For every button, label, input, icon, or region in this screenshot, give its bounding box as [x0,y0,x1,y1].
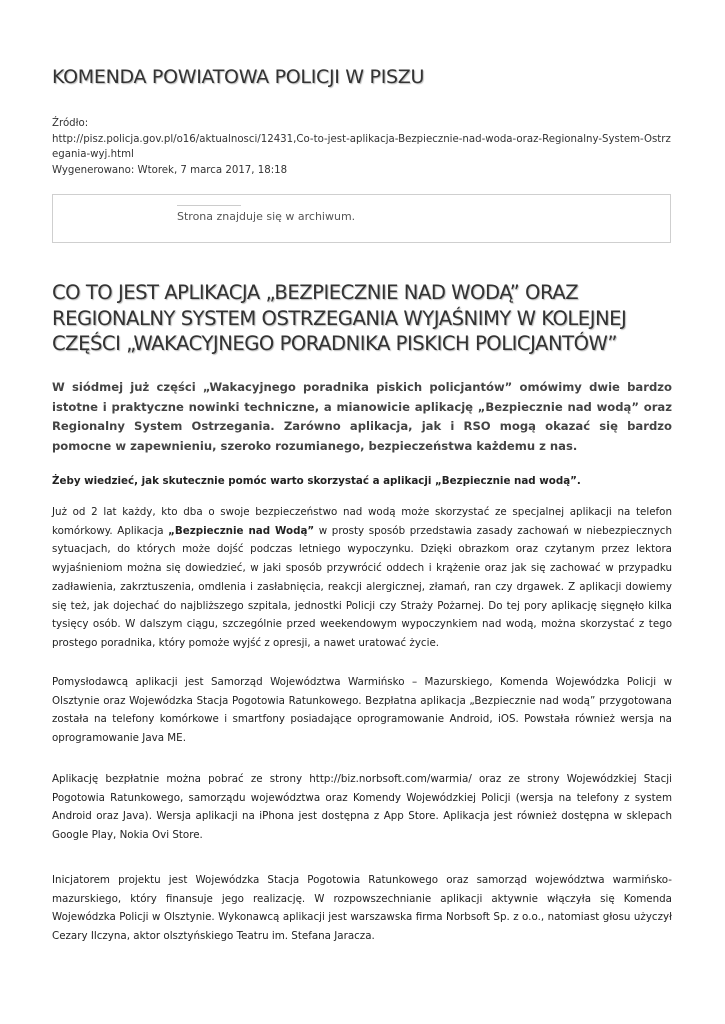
generated-date: Wygenerowano: Wtorek, 7 marca 2017, 18:18 [52,164,288,176]
paragraph-1-text-b: w prosty sposób przedstawia zasady zachowań w niebezpiecznych sytuacjach, do których może dojść podczas letniego wypoczynku. Dzięki obrazkom oraz czytanym przez lektora wyjaśnieniom można się dowiedzieć, w jaki sposób przywrócić oddech i krążenie oraz jak się zachować w przypadku zadławienia, zakrztuszenia, omdlenia i zasłabnięcia, reakcji alergicznej, złamań, ran czy drgawek. Z aplikacji dowiemy się też, jak dojechać do najbliższego szpitala, jednostki Policji czy Straży Pożarnej. Do tej pory aplikację sięgnęło kilka tysięcy osób. W dalszym ciągu, szczególnie przed weekendowym wypoczynkiem nad wodą, można skorzystać z tego prostego poradnika, który pomoże wyjść z opresji, a nawet uratować życie. [52,524,672,649]
archive-notice: Strona znajduje się w archiwum. [177,210,356,223]
paragraph-1-text-a: Już od 2 lat każdy, kto dba o swoje bezpieczeństwo nad wodą może skorzystać ze specjalnej aplikacji na telefon komórkowy. Aplikacja [52,506,672,537]
article-title: CO TO JEST APLIKACJA „BEZPIECZNIE NAD WODĄ” ORAZ REGIONALNY SYSTEM OSTRZEGANIA WYJAŚNIMY W KOLEJNEJ CZĘŚCI „WAKACYJNEGO PORADNIKA PISKICH POLICJANTÓW” [52,281,627,355]
archive-notice-box [52,194,671,243]
site-title: KOMENDA POWIATOWA POLICJI W PISZU [52,66,425,88]
source-url: http://pisz.policja.gov.pl/o16/aktualnosci/12431,Co-to-jest-aplikacja-Bezpiecznie-nad-woda-oraz-Regionalny-System-Ostrzegania-wyj.html [52,133,671,160]
article-paragraph-1 [52,503,672,653]
source-label: Źródło: [52,118,89,129]
archive-divider [177,205,241,206]
article-paragraph-2: Pomysłodawcą aplikacji jest Samorząd Województwa Warmińsko – Mazurskiego, Komenda Wojewódzka Policji w Olsztynie oraz Wojewódzka Stacja Pogotowia Ratunkowego. Bezpłatna aplikacja „Bezpiecznie nad wodą” przygotowana została na telefony komórkowe i smartfony posiadające oprogramowanie Android, iOS. Powstała również wersja na oprogramowanie Java ME. [52,676,672,745]
article-paragraph-3: Aplikację bezpłatnie można pobrać ze strony http://biz.norbsoft.com/warmia/ oraz ze strony Wojewódzkiej Stacji Pogotowia Ratunkowego, samorządu województwa oraz Komendy Wojewódzkiej Policji (wersja na telefony z system Android oraz Java). Wersja aplikacji na iPhona jest dostępna z App Store. Aplikacja jest również dostępna w sklepach Google Play, Nokia Ovi Store. [52,773,672,842]
article-lead: W siódmej już części „Wakacyjnego poradnika piskich policjantów” omówimy dwie bardzo istotne i praktyczne nowinki techniczne, a mianowicie aplikację „Bezpiecznie nad wodą” oraz Regionalny System Ostrzegania. Zarówno aplikacja, jak i RSO mogą okazać się bardzo pomocne w zapewnieniu, szeroko rozumianego, bezpieczeństwa każdemu z nas. [52,380,672,453]
article-paragraph-4: Inicjatorem projektu jest Wojewódzka Stacja Pogotowia Ratunkowego oraz samorząd województwa warmińsko-mazurskiego, który finansuje jego realizację. W rozpowszechnianie aplikacji aktywnie włączyła się Komenda Wojewódzka Policji w Olsztynie. Wykonawcą aplikacji jest warszawska firma Norbsoft Sp. z o.o., natomiast głosu użyczył Cezary Ilczyna, aktor olsztyńskiego Teatru im. Stefana Jaracza. [52,874,672,943]
source-meta [52,116,674,178]
app-name-bold: „Bezpiecznie nad Wodą” [168,524,315,537]
article-subheading: Żeby wiedzieć, jak skutecznie pomóc warto skorzystać a aplikacji „Bezpiecznie nad wodą”. [52,475,581,487]
